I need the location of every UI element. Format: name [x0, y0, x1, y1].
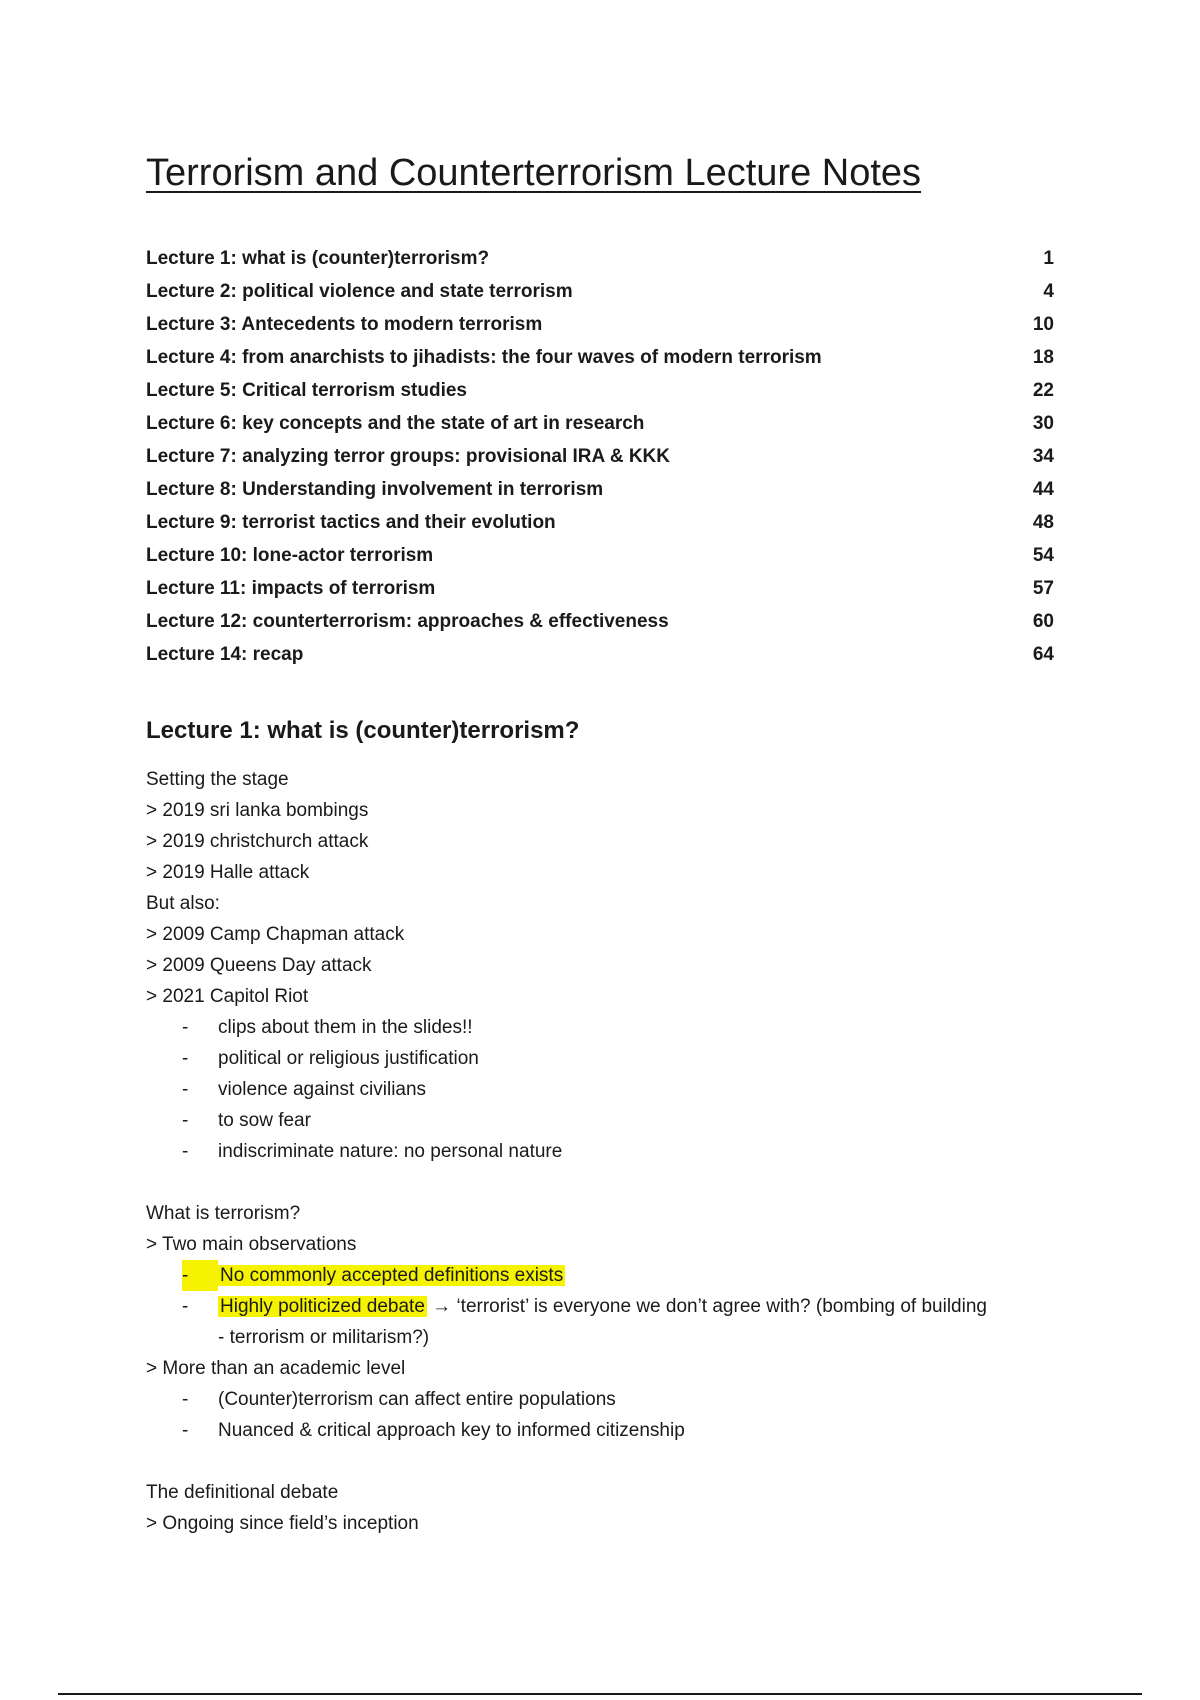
toc-entry-page: 22 [1032, 380, 1054, 401]
bullet-dash: - [182, 1079, 189, 1100]
paragraph-what-is-terrorism: What is terrorism? [146, 1203, 301, 1224]
page-bottom-divider [58, 1693, 1142, 1695]
bullet-dash: - [182, 1110, 189, 1131]
toc-entry[interactable] [146, 446, 1054, 479]
bullet-item-highlighted [146, 1260, 1066, 1291]
bullet-text: indiscriminate nature: no personal nature [218, 1141, 563, 1162]
list-item: > Two main observations [146, 1234, 357, 1255]
toc-entry-label: Lecture 1: what is (counter)terrorism? [146, 248, 490, 269]
toc-entry[interactable] [146, 248, 1054, 281]
bullet-item [146, 1105, 1066, 1136]
list-item: > 2021 Capitol Riot [146, 986, 309, 1007]
highlighted-text: No commonly accepted definitions exists [220, 1265, 564, 1286]
toc-entry-page: 18 [1032, 347, 1054, 368]
toc-entry-label: Lecture 7: analyzing terror groups: provisional IRA & KKK [146, 446, 670, 467]
bullet-text: political or religious justification [218, 1048, 479, 1069]
toc-entry-label: Lecture 6: key concepts and the state of art in research [146, 413, 645, 434]
toc-entry-label: Lecture 12: counterterrorism: approaches & effectiveness [146, 611, 669, 632]
bullet-text: Nuanced & critical approach key to informed citizenship [218, 1420, 685, 1441]
toc-entry-page: 44 [1032, 479, 1054, 500]
bullet-item [146, 1136, 1066, 1167]
toc-entry-label: Lecture 4: from anarchists to jihadists: the four waves of modern terrorism [146, 347, 822, 368]
section-heading-lecture-1: Lecture 1: what is (counter)terrorism? [146, 717, 580, 744]
paragraph-definitional-debate: The definitional debate [146, 1482, 339, 1503]
bullet-dash: - [182, 1296, 189, 1317]
bullet-dash: - [182, 1141, 189, 1162]
bullet-text: violence against civilians [218, 1079, 427, 1100]
list-item: > 2019 sri lanka bombings [146, 800, 369, 821]
toc-entry[interactable] [146, 413, 1054, 446]
bullet-dash: - [182, 1420, 189, 1441]
highlighted-text: Highly politicized debate [220, 1296, 425, 1317]
list-item: > More than an academic level [146, 1358, 406, 1379]
toc-entry[interactable] [146, 380, 1054, 413]
list-item: > 2009 Queens Day attack [146, 955, 372, 976]
toc-entry[interactable] [146, 314, 1054, 347]
bullet-dash: - [182, 1048, 189, 1069]
bullet-text: (Counter)terrorism can affect entire populations [218, 1389, 616, 1410]
table-of-contents [146, 248, 1054, 677]
bullet-continuation: - terrorism or militarism?) [218, 1327, 430, 1348]
toc-entry[interactable] [146, 281, 1054, 314]
document-title: Terrorism and Counterterrorism Lecture Notes [146, 152, 922, 194]
bullet-item [146, 1012, 1066, 1043]
toc-entry-page: 34 [1032, 446, 1054, 467]
bullet-item [146, 1043, 1066, 1074]
toc-entry-page: 10 [1032, 314, 1054, 335]
toc-entry-label: Lecture 3: Antecedents to modern terrorism [146, 314, 543, 335]
toc-entry-label: Lecture 2: political violence and state terrorism [146, 281, 573, 302]
bullet-item [146, 1415, 1066, 1446]
toc-entry[interactable] [146, 611, 1054, 644]
paragraph-setting-the-stage: Setting the stage [146, 769, 289, 790]
bullet-text: clips about them in the slides!! [218, 1017, 473, 1038]
toc-entry-page: 54 [1032, 545, 1054, 566]
toc-entry-page: 4 [1043, 281, 1054, 302]
toc-entry-page: 48 [1032, 512, 1054, 533]
bullet-dash: - [182, 1389, 189, 1410]
bullet-dash: - [182, 1260, 218, 1291]
bullet-dash: - [182, 1017, 189, 1038]
paragraph-spacer [146, 1167, 1066, 1198]
toc-entry-label: Lecture 14: recap [146, 644, 304, 665]
toc-entry-page: 60 [1032, 611, 1054, 632]
bullet-item [146, 1074, 1066, 1105]
list-item: > 2019 Halle attack [146, 862, 310, 883]
bullet-text: → ‘terrorist’ is everyone we don’t agree with? (bombing of building [426, 1296, 987, 1317]
toc-entry-page: 30 [1032, 413, 1054, 434]
toc-entry-label: Lecture 8: Understanding involvement in terrorism [146, 479, 604, 500]
toc-entry[interactable] [146, 578, 1054, 611]
paragraph-but-also: But also: [146, 893, 220, 914]
lecture-1-body [146, 764, 1066, 1539]
toc-entry-page: 64 [1032, 644, 1054, 665]
toc-entry[interactable] [146, 644, 1054, 677]
bullet-item [146, 1291, 1066, 1322]
toc-entry-label: Lecture 9: terrorist tactics and their evolution [146, 512, 556, 533]
toc-entry[interactable] [146, 347, 1054, 380]
list-item: > 2019 christchurch attack [146, 831, 369, 852]
bullet-item [146, 1384, 1066, 1415]
list-item: > Ongoing since field’s inception [146, 1513, 419, 1534]
toc-entry-label: Lecture 11: impacts of terrorism [146, 578, 436, 599]
toc-entry-label: Lecture 10: lone-actor terrorism [146, 545, 434, 566]
toc-entry-page: 1 [1043, 248, 1054, 269]
bullet-text: to sow fear [218, 1110, 311, 1131]
paragraph-spacer [146, 1446, 1066, 1477]
list-item: > 2009 Camp Chapman attack [146, 924, 405, 945]
toc-entry[interactable] [146, 479, 1054, 512]
toc-entry[interactable] [146, 512, 1054, 545]
toc-entry-page: 57 [1032, 578, 1054, 599]
toc-entry-label: Lecture 5: Critical terrorism studies [146, 380, 467, 401]
toc-entry[interactable] [146, 545, 1054, 578]
